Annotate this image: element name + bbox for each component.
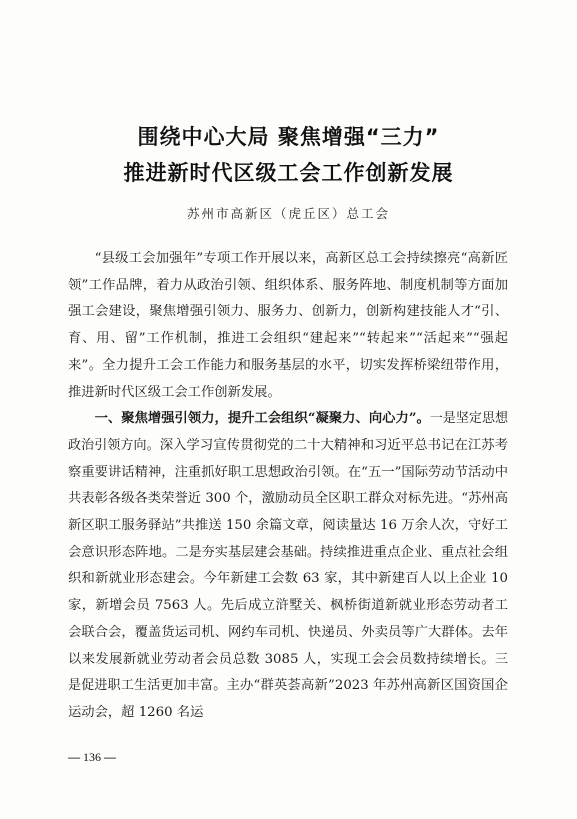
page-number: 136 (83, 750, 101, 764)
intro-paragraph: “县级工会加强年”专项工作开展以来，高新区总工会持续擦亮“高新匠领”工作品牌，着力从政治引领、组织体系、服务阵地、制度机制等方面加强工会建设，聚焦增强引领力、服务力、创新力，创新构建技能人才“引、育、用、留”工作机制，推进工会组织“建起来”“转起来”“活起来”“强起来”。全力提升工会工作能力和服务基层的水平，切实发挥桥梁纽带作用，推进新时代区级工会工作创新发展。 (68, 251, 508, 400)
section-1-text-2: 持续推进重点企业、重点社会组织和新就业形态建会。今年新建工会数 63 家，其中新建百人以上企业 10 家，新增会员 7563 人。先后成立浒墅关、枫桥街道新就业形态劳动者工会联合会，覆盖货运司机、网约车司机、快递员、外卖员等广大群体。去年以来发展新就业劳动者会员总数 3085 人，实现工会会员数持续增长。 (68, 544, 508, 667)
footer-dash-left: — (68, 750, 80, 764)
page-title-line-1: 围绕中心大局 聚焦增强“三力” (137, 125, 440, 149)
footer-dash-right: — (104, 750, 116, 764)
page-title-line-2: 推进新时代区级工会工作创新发展 (123, 161, 454, 185)
section-1-subheading-1: 一是坚定思想政治引领方向。 (68, 411, 508, 453)
section-1-subheading-3: 三是促进职工生活更加丰富。 (68, 651, 508, 694)
author-line: 苏州市高新区（虎丘区）总工会 (186, 206, 390, 221)
section-1-heading: 一、聚焦增强引领力，提升工会组织“凝聚力、向心力”。 (94, 411, 430, 427)
section-1-subheading-2: 二是夯实基层建会基础。 (175, 544, 321, 560)
article-body (68, 246, 508, 727)
section-1-text-1: 深入学习宣传贯彻党的二十大精神和习近平总书记在江苏考察重要讲话精神，注重抓好职工思想政治引领。在“五一”国际劳动节活动中共表彰各级各类荣誉近 300 个，激励动员全区职工群众对标先进。“苏州高新区职工服务驿站”共推送 150 余篇文章，阅读量达 16 万余人次，守好工会意识形态阵地。 (68, 437, 508, 560)
section-1-text-3: 主办“群英荟高新”2023 年苏州高新区国资国企运动会，超 1260 名运 (68, 678, 508, 720)
page-footer (68, 750, 116, 765)
section-1-paragraph (68, 406, 508, 726)
